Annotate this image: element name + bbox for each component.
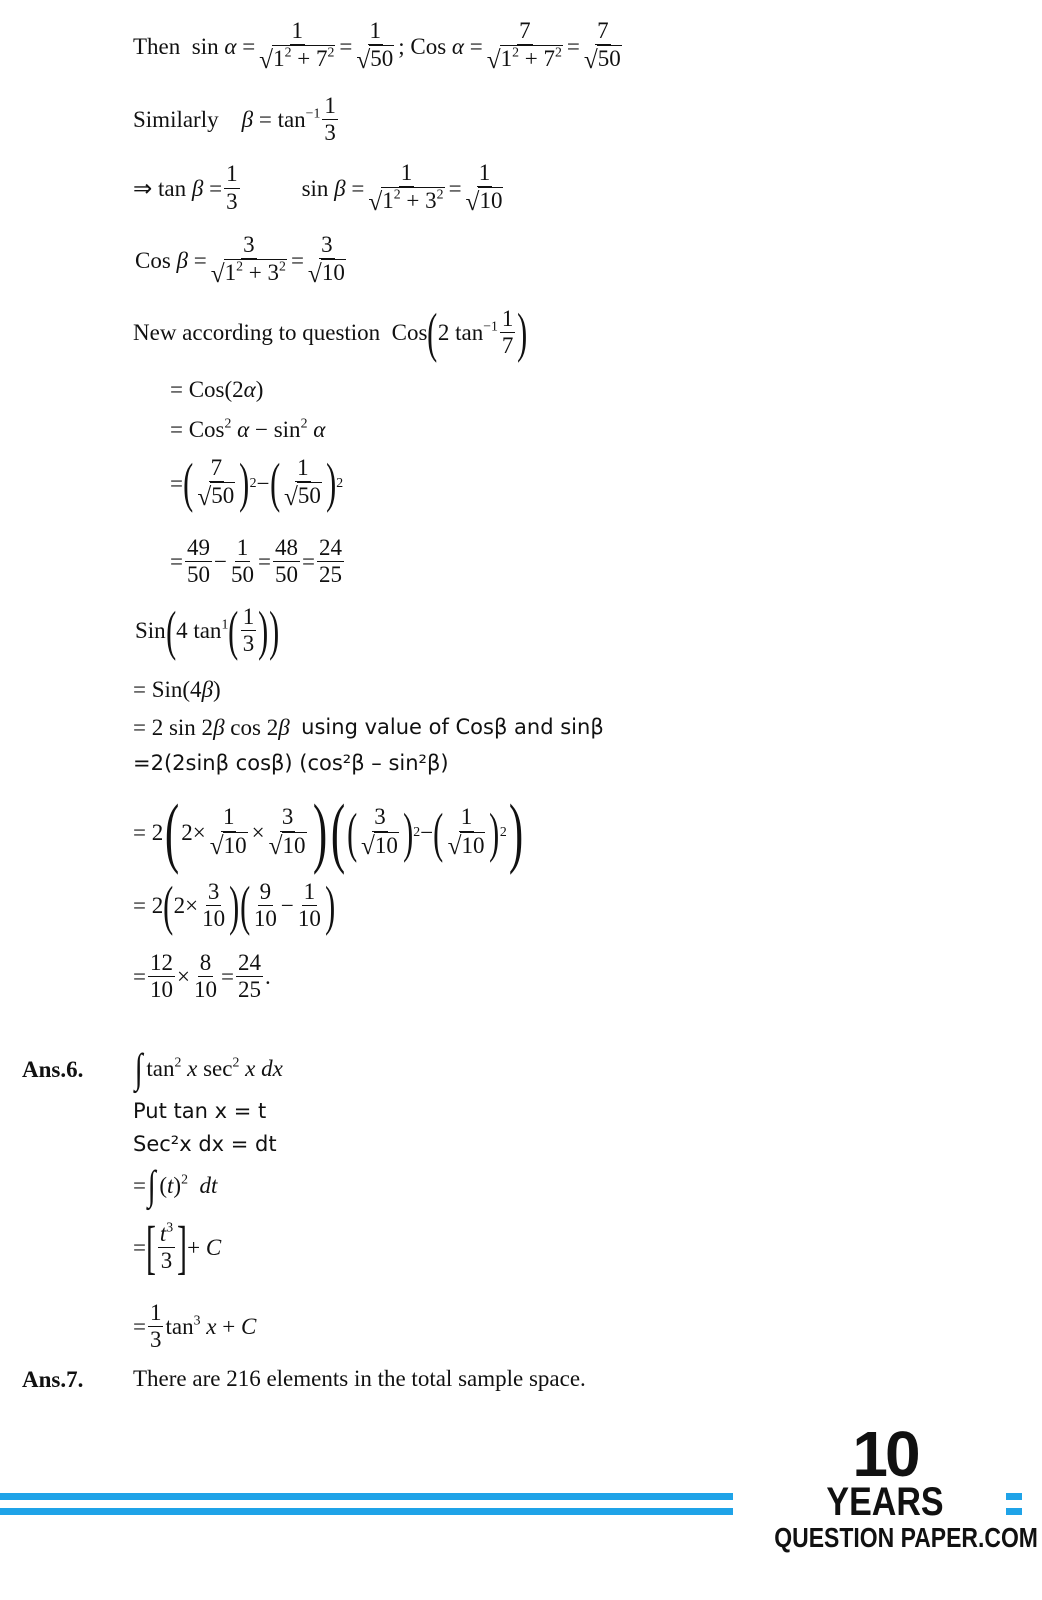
footer-bar-bottom xyxy=(0,1508,733,1515)
eq-final-24-25: = $\frac{12}{10}$ × $\frac{8}{10}$ = $\frac{24}{25}$ . xyxy=(133,950,271,1003)
using-values-text: using value of Cosβ and sinβ xyxy=(301,715,604,739)
eq-expand-double-angle: =2(2sinβ cosβ) (cos²β – sin²β) xyxy=(133,751,449,775)
eq-sin-cos-alpha: Then sin α = 1 √ $1^2 + 7^2$ = 1 √ 50 ; Cos α = 7 √ $1^2 + 7^2$ = 7 √ 50 xyxy=(133,18,621,74)
eq-result-24-25: = $\frac{49}{50}$ − $\frac{1}{50}$ = $\frac{48}{50}$ = $\frac{24}{25}$ xyxy=(170,535,342,588)
ans7-text: There are 216 elements in the total sample space. xyxy=(133,1366,586,1391)
eq-cos-2alpha: = Cos(2α) xyxy=(170,377,264,402)
eq-sin-4tan: Sin ( 4 $\tan^1$ ( $\frac{1}{3}$ ) ) xyxy=(135,600,279,661)
logo xyxy=(750,1418,1038,1553)
ans6-label: Ans.6. xyxy=(22,1057,84,1082)
eq-tan-sin-beta: ⇒ tan β = $\frac{1}{3}$ sin β = 1 √ $1^2 + 3^2$ = 1 √ 10 xyxy=(133,160,503,216)
eq-cos2-minus-sin2: = Cos$^2$ $\alpha - \sin^2 \alpha$ xyxy=(170,415,326,442)
eq-question-cos: New according to question Cos ( 2 $\tan^{-1}$ $\frac{1}{7}$ ) xyxy=(133,302,528,363)
eq-cos-beta: Cos β = 3 √ $1^2 + 3^2$ = 3 √ 10 xyxy=(135,232,345,288)
eq-integral: ∫ $\tan^2 x$ $\sec^2 x$ dx xyxy=(134,1045,283,1091)
logo-years: YEARS xyxy=(826,1480,944,1524)
eq-2sin2b-cos2b: = 2 sin 2β cos 2β using value of Cosβ and sinβ xyxy=(133,715,604,740)
logo-site: QUESTION PAPER.COM xyxy=(774,1522,1038,1553)
eq-t-cubed: = [ $\frac{t^3}{3}$ ] + C xyxy=(133,1214,222,1280)
eq-integral-t: = ∫ $(t)^2$ dt xyxy=(133,1162,218,1208)
eq-beta-def: Similarly $\beta = \tan^{-1}$ $\frac{1}{3}$ xyxy=(133,93,336,146)
eq-squares-alpha: = ( 7 √ 50 ) 2 − ( 1 √ 50 ) 2 xyxy=(170,452,344,514)
logo-ten: 10 xyxy=(852,1418,918,1490)
eq-substitute-values: = 2 ( 2× 1 √ 10 × 3 √ 10 ) ( ( 3 √ 10 ) 2 − ( 1 √ 10 ) 2 ) xyxy=(133,788,523,875)
ans7-label: Ans.7. xyxy=(22,1367,84,1392)
eq-simplify: = 2 ( 2× $\frac{3}{10}$ ) ( $\frac{9}{10}$ − $\frac{1}{10}$ ) xyxy=(133,875,336,936)
eq-sin-4beta: = Sin(4β) xyxy=(133,677,221,702)
eq-one-third-tan-cubed: = $\frac{1}{3}$ $\tan^3 x + C$ xyxy=(133,1300,257,1353)
sec-differential: Sec²x dx = dt xyxy=(133,1132,277,1156)
put-substitution: Put tan x = t xyxy=(133,1099,267,1123)
footer-bar-top xyxy=(0,1493,733,1500)
